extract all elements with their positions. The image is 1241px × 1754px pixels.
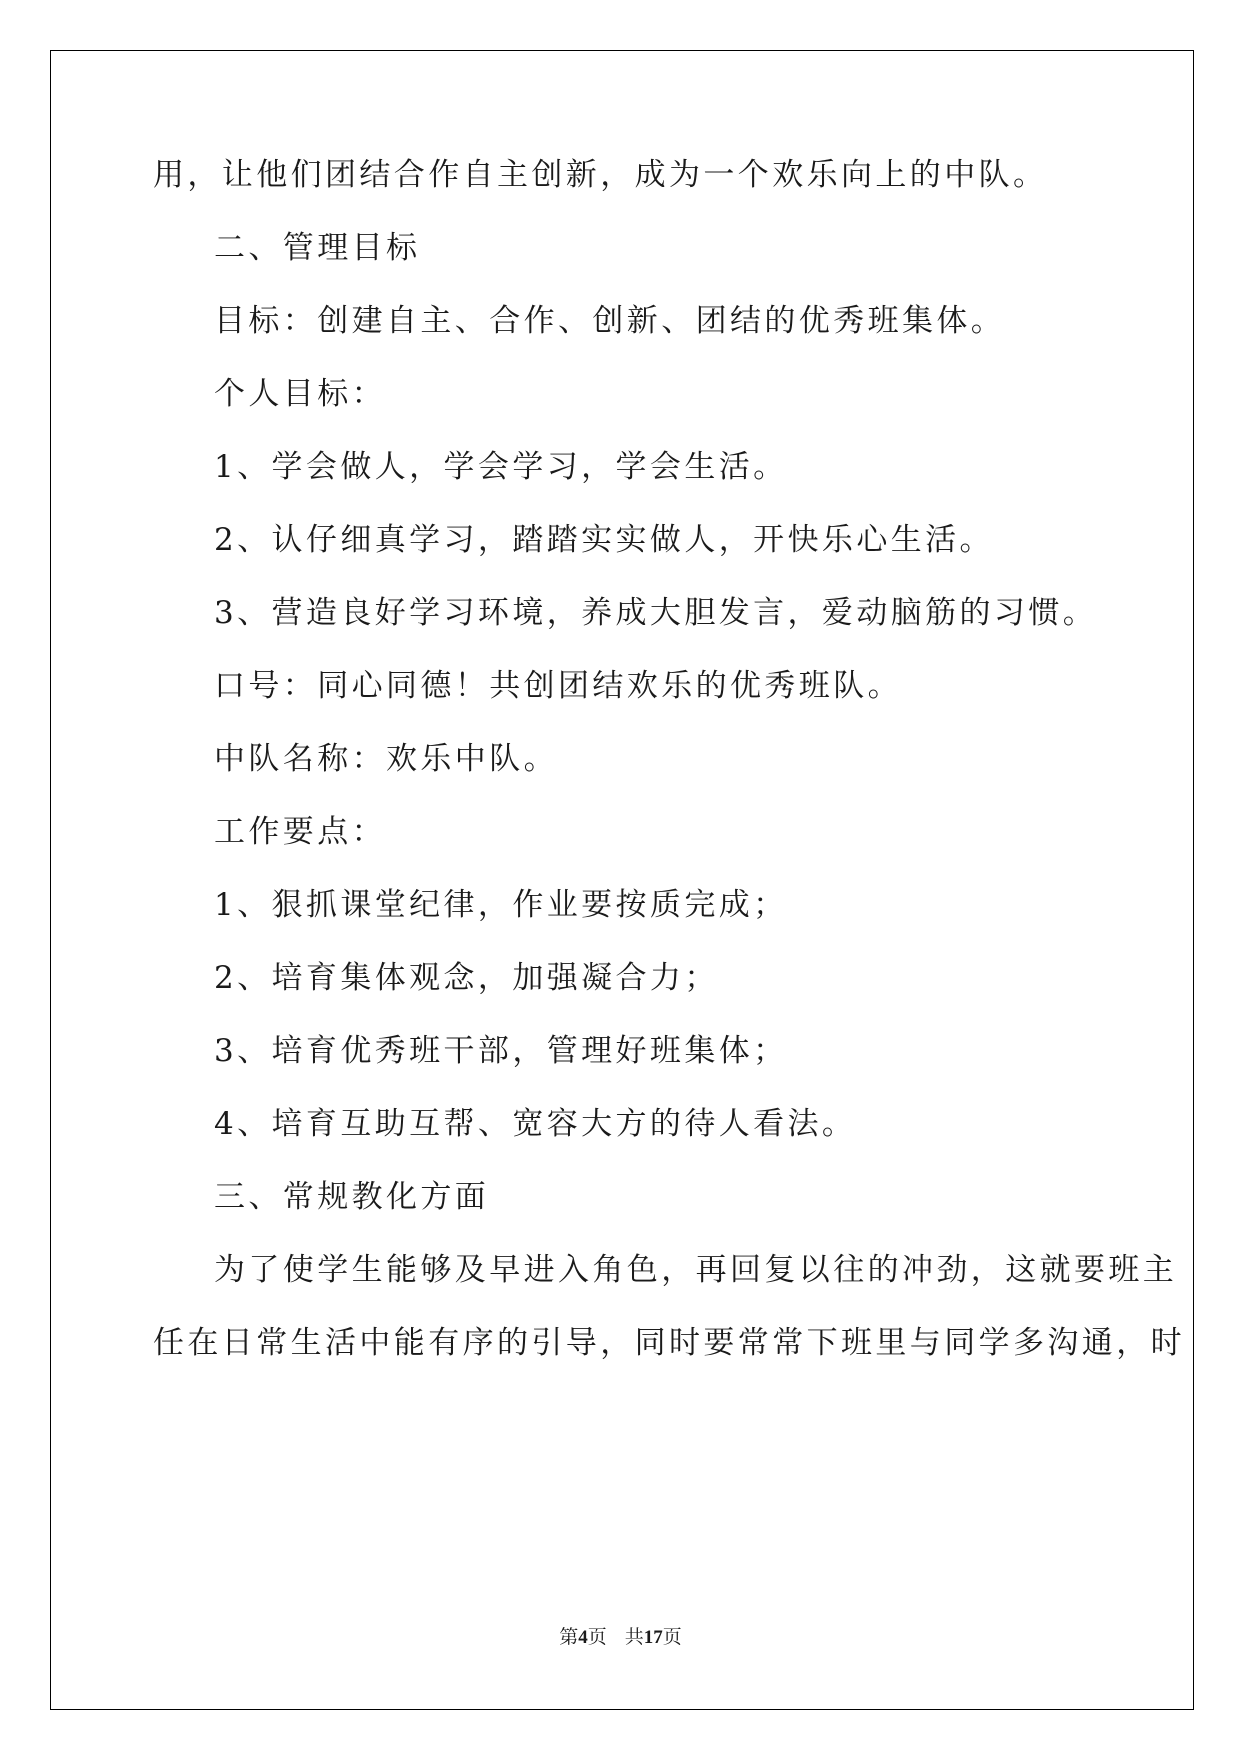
footer-total-unit: 页 (662, 1627, 682, 1648)
footer-prefix: 第 (559, 1627, 579, 1648)
section-heading: 二、管理目标 (214, 230, 421, 266)
list-item: 1、学会做人，学会学习，学会生活。 (214, 449, 788, 485)
paragraph-line: 中队名称：欢乐中队。 (214, 741, 558, 777)
paragraph-line: 目标：创建自主、合作、创新、团结的优秀班集体。 (214, 303, 1006, 339)
paragraph-line: 为了使学生能够及早进入角色，再回复以往的冲劲，这就要班主 (214, 1252, 1178, 1288)
list-item: 2、培育集体观念，加强凝合力； (214, 960, 719, 996)
paragraph-line: 用，让他们团结合作自主创新，成为一个欢乐向上的中队。 (153, 157, 1048, 193)
paragraph-line: 个人目标： (214, 376, 386, 412)
paragraph-line: 口号：同心同德！共创团结欢乐的优秀班队。 (214, 668, 902, 704)
footer-page-unit: 页 (587, 1627, 607, 1648)
current-page-number: 4 (578, 1627, 588, 1648)
list-item: 3、营造良好学习环境，养成大胆发言，爱动脑筋的习惯。 (214, 595, 1098, 631)
total-pages-number: 17 (643, 1627, 663, 1648)
list-item: 4、培育互助互帮、宽容大方的待人看法。 (214, 1106, 857, 1142)
list-item: 1、狠抓课堂纪律，作业要按质完成； (214, 887, 788, 923)
paragraph-line: 工作要点： (214, 814, 386, 850)
footer-total-prefix: 共 (624, 1627, 644, 1648)
section-heading: 三、常规教化方面 (214, 1179, 490, 1215)
list-item: 3、培育优秀班干部，管理好班集体； (214, 1033, 788, 1069)
list-item: 2、认仔细真学习，踏踏实实做人，开快乐心生活。 (214, 522, 994, 558)
page-footer (0, 1626, 1241, 1650)
page-border (50, 50, 1194, 1710)
paragraph-line: 任在日常生活中能有序的引导，同时要常常下班里与同学多沟通，时 (153, 1325, 1185, 1361)
